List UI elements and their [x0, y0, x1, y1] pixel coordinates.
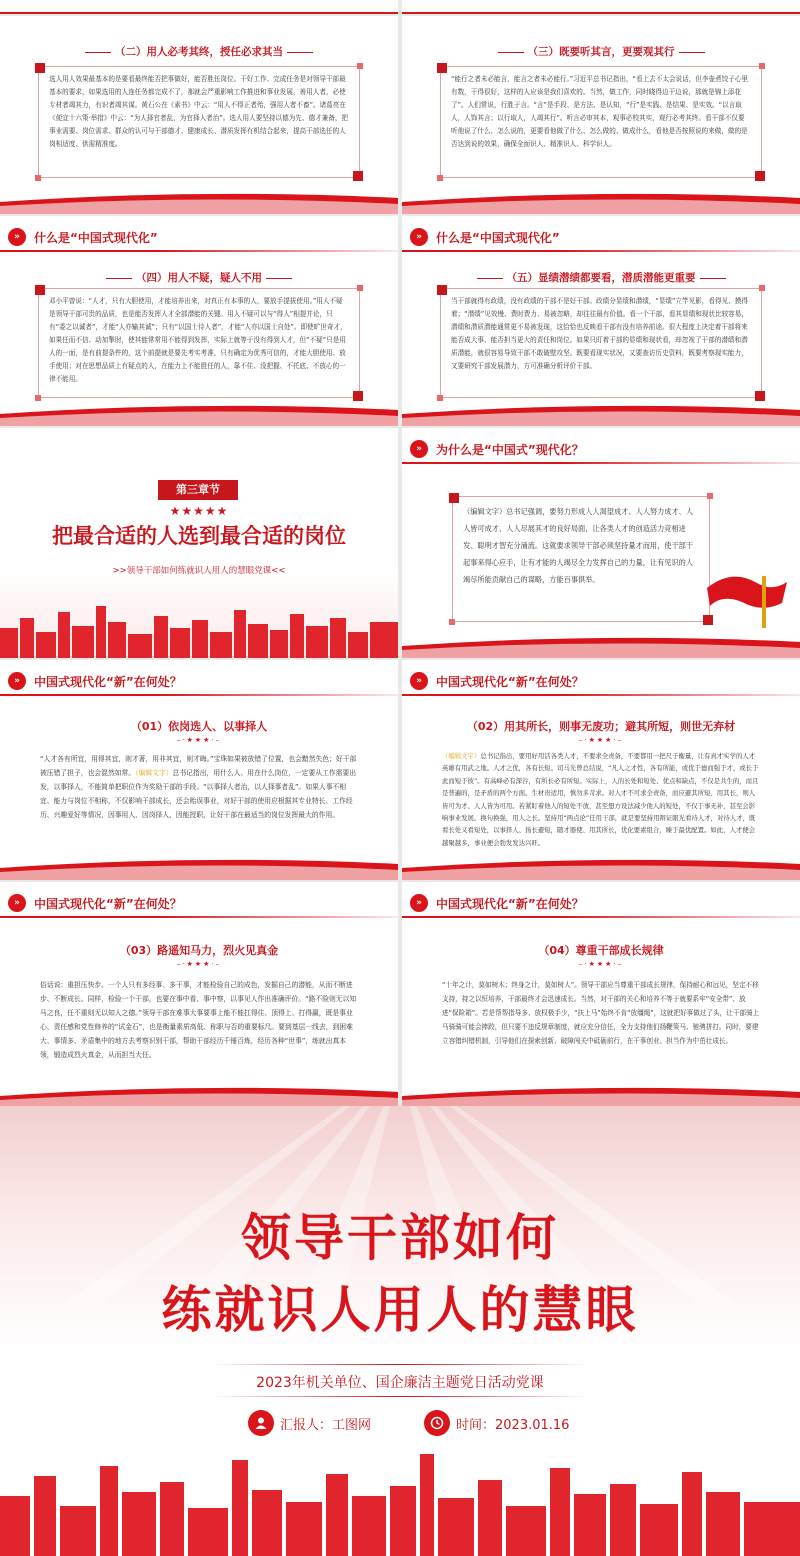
body-text: 俗话说：重担压快步。一个人只有多经事、多干事，才能检验自己的成色，发掘自己的潜能，从而不断进步、不断成长。同样，检验一个干部，也要在事中看、事中察，以事见人作出准确评价。“路不险则无以知马之良，任不重则无以知人之德。”领导干部在难事大事要事上能不能扛得住、顶得上、打得赢，既是事业心、责任感和党性修养的“试金石”，也是衡量素质高低、称职与否的重要标尺。要到基层一线去，到困难大、事情多、矛盾集中的地方去考察识别干部，帮助干部经历千锤百炼，经历各种“世事”，练就出真本领，锻造成烈火真金，从而担当大任。: [40, 978, 358, 1062]
time-info: [424, 1410, 569, 1436]
arrow-icon: »: [8, 894, 26, 912]
wave-decoration: [0, 1078, 398, 1108]
chapter-slide[interactable]: [0, 428, 398, 658]
chapter-title: 把最合适的人选到最合适的岗位: [52, 524, 346, 548]
wave-decoration: [402, 1078, 800, 1108]
cover-title-line2: 练就识人用人的慧眼: [161, 1281, 639, 1339]
chapter-subtitle: >>领导干部如何练就识人用人的慧眼党课<<: [112, 566, 286, 576]
arrow-icon: »: [410, 440, 428, 458]
city-skyline-decoration: [0, 598, 398, 658]
chapter-badge: 第三章节: [158, 480, 238, 500]
content-box: [452, 496, 710, 622]
cover-title-line1: 领导干部如何: [241, 1209, 559, 1267]
slide-title: 为什么是“中国式”现代化？: [436, 442, 584, 457]
reporter-label: 汇报人：工图网: [280, 1417, 372, 1433]
slide-header: [402, 670, 662, 692]
slide-title: 什么是“中国式现代化”: [34, 230, 158, 245]
slide-2[interactable]: [0, 16, 398, 214]
slide-subtitle: （三）既要听其言，更要观其行: [402, 44, 800, 59]
wave-decoration: [0, 850, 398, 880]
slide-header: [0, 226, 260, 248]
slide-subtitle: （二）用人必考其终，授任必求其当: [0, 44, 398, 59]
slide-header: [0, 670, 260, 692]
slide-subtitle: （03）路遥知马力，烈火见真金: [119, 944, 279, 957]
content-box: [440, 66, 762, 178]
slide-6[interactable]: [402, 428, 800, 658]
stars-decoration: ★★★★★: [169, 504, 229, 518]
city-skyline-decoration: [0, 1446, 800, 1556]
wave-decoration: [0, 184, 398, 214]
body-text: （编辑文字）总书记指出，要用好用活各类人才，不要求全责备，不要都用一把尺子衡量，让有真才实学的人才英雄有用武之地。人才之优，各有长短。司马光曾总结说，“凡人之才性，各有所能，或优于德而强于才，或长于此而短于彼”。有高峰必有深谷，有所长必有所短。实际上，人的长处和短处、优点和缺点，不仅是共生的，而且是普遍的，是矛盾的两个方面。生材贵适用，慎勿多苛求。对人才不可求全责备，而应避其所短、用其长，则人皆可为才、人人皆为可用。若紧盯着他人的短处不放，甚至想方设法减少他人的短处，不仅于事无补，甚至会影响事业发展。换句换强，用人之长。坚持用“两点论”任用干部，就是要坚持用辩证眼光看待人才，对待人才，既看长处又看短处，以事择人、扬长避短，随才器使、用其所长，优化要素组合，臻于最优配置。如此，人才便会越聚越多，事业便会勃发发达兴旺。: [442, 750, 760, 849]
slide-9[interactable]: [0, 882, 398, 1108]
body-text: “人才各有所宜，用得其宜，则才著，用非其宜，则才晦。”宝珠如果被放错了位置，也会黯然失色；好干部被压错了担子，也会混然如常。（编辑文字）总书记指出，用什么人、用在什么岗位，一定要从工作需要出发，以事择人，不能简单把职位作为奖励干部的手段。“以事择人者治，以人择事者乱”。如果人事不相宜、能力与岗位不相称，不仅影响干部成长，还会贻误事业，对好干部的使用应根据其专业特长、工作经历、兴趣爱好等情况，因事用人、因岗择人、因能授职，让好干部在最适当的岗位发挥最大的作用。: [40, 752, 358, 822]
slide-subtitle: （01）依岗选人、以事择人: [130, 720, 268, 733]
slide-title: 什么是“中国式现代化”: [436, 230, 560, 245]
slide-title: 中国式现代化“新”在何处？: [34, 674, 182, 689]
wave-decoration: [0, 396, 398, 426]
time-label: 时间：2023.01.16: [456, 1417, 570, 1433]
slide-subtitle: （四）用人不疑，疑人不用: [0, 270, 398, 285]
body-text: “十年之计，莫如树木；终身之计，莫如树人”。领导干部应当尊重干部成长规律，保持耐心和远见，坚定不移支持，持之以恒培养，干部最终才会迅速成长。当然，对干部的关心和培养不等于就要系牢“安全带”、放进“保险箱”。若是帮帮指导多、放权极手少，“扶上马”始终不肯“放缰绳”，这就把好事做过了头，让干部骑上马骑骑可能会捧跤，但只要不违反规章制度，就应充分信任，全力支持他们扬鞭策马、驰骋拼打。同时，要建立容错纠错机制，引导他们在探索创新、破障闯关中砥砺前行，在干事创业、担当作为中茁壮成长。: [442, 978, 760, 1048]
slide-header: [0, 892, 260, 914]
slide-4[interactable]: [0, 216, 398, 426]
slide-subtitle: （04）尊重干部成长规律: [538, 944, 664, 957]
content-box: [38, 66, 360, 178]
stars-decoration: –·★★★·–: [578, 960, 624, 968]
arrow-icon: »: [410, 894, 428, 912]
wave-decoration: [402, 850, 800, 880]
cover-slide[interactable]: [0, 1106, 800, 1556]
slide-subtitle: （五）显绩潜绩都要看，潜质潜能更重要: [402, 270, 800, 285]
arrow-icon: »: [410, 672, 428, 690]
wave-decoration: [402, 184, 800, 214]
slide-7[interactable]: [0, 660, 398, 880]
slide-header: [402, 438, 662, 460]
body-text: （编辑文字）总书记强调，要努力形成人人渴望成才、人人努力成才、人人皆可成才、人人尽展其才的良好局面，让各类人才的创造活力竞相迸发、聪明才智充分涌流。这就要求领导干部必须坚持量才而用，使干部干起事来得心应手，让有才能的人竭尽全力发挥自己的力量，让有见识的人竭尽所能贡献自己的谋略，方能百事俱举。: [463, 507, 694, 584]
slide-header: [402, 892, 662, 914]
stars-decoration: –·★★★·–: [176, 960, 222, 968]
arrow-icon: »: [8, 672, 26, 690]
stars-decoration: –·★★★·–: [578, 736, 624, 744]
content-box: [440, 288, 762, 398]
body-text: 选人用人效果最基本的是要看最终能否把事做好，能否胜任岗位。干好工作、完成任务是对领导干部最基本的要求，如果选用的人连任务都完成不了，那就会严重影响工作推进和事业发展，善用人者，必使专材者竭其力，有识者竭其谋。黄石公在《素书》中云：“用人不得正者殆，强用人者不畜”。诸葛亮在《便宜十六策·举措》中云：“为人择官者乱，为官择人者治”。选人用人要坚持以德为先、德才兼备，把事业需要、岗位需求、群众的认可与干部德才、健康成长、潜质发挥有机结合起来，提高干部选任的人岗相适度、供需精准度。: [49, 75, 349, 148]
slide-8[interactable]: [402, 660, 800, 880]
body-text: 邓小平曾说：“人才，只有大胆使用，才能培养出来，对真正有本事的人，要放手提拔使用。”用人不疑是领导干部可贵的品质，也是能否发挥人才全部潜能的关键。用人不疑可以与“得人”相提并论，只有“委之以诚者”，才能“人亦输其诚”；只有“以国士待人者”，才能“人亦以国士自处”。即使旷世奇才，如果任而不信、动加掣肘，使其能常常用不能得到发挥，实际上就等于没有得到人才，但“不疑”只是用人的一面，是有前提条件的，这个前提就是要先考实考准，只有确定为优秀可信的，才能大胆使用、放手使用；对在思想品质上有疑点的人，在能力上不能胜任的人，靠不住、没把握、不托底、不放心的一律不能用。: [49, 297, 347, 383]
wave-decoration: [402, 396, 800, 426]
slide-3[interactable]: [402, 16, 800, 214]
stars-decoration: –·★★★·–: [176, 736, 222, 744]
red-flag-icon: [702, 558, 792, 628]
arrow-icon: »: [8, 228, 26, 246]
user-icon: [248, 1410, 274, 1436]
wave-decoration: [402, 628, 800, 658]
divider: [210, 1364, 590, 1365]
arrow-icon: »: [410, 228, 428, 246]
slide-title: 中国式现代化“新”在何处？: [436, 896, 584, 911]
slide-title: 中国式现代化“新”在何处？: [436, 674, 584, 689]
slide-header: [402, 226, 662, 248]
slide-5[interactable]: [402, 216, 800, 426]
body-text: “能行之者未必能言，能言之者未必能行。”习近平总书记指出，“看上去不太会说话，但李壶煮饺子心里有数，干得很好，这样的人应该是我们喜欢的。当然，做工作，同时晓得边干边说，那就是锦上添花了”。人们常说，行胜于言。“言”是手段、是方法、是认知，“行”是实践、是结果、是实效。“以言取人，人饰其言；以行取人，人竭其行”。听言必审其本，观事必校其实，观行必考其终。看干部不仅要听他说了什么、怎么说的，更要看他做了什么、怎么做的、做成什么，看他是否按照说的来做，做的是否达到说的效果，确保全面识人、精准识人、科学识人。: [451, 75, 749, 148]
divider: [210, 1396, 590, 1397]
content-box: [38, 288, 360, 398]
cover-subtitle: 2023年机关单位、国企廉洁主题党日活动党课: [256, 1375, 544, 1391]
slide-cropped-top-right: [402, 0, 800, 14]
clock-icon: [424, 1410, 450, 1436]
slide-10[interactable]: [402, 882, 800, 1108]
body-text: 当干部就得有政绩，没有政绩的干部不是好干部。政绩分显绩和潜绩，“显绩”立竿见影，看得见、摸得着；“潜绩”见效慢、费时费力、易被忽略，却往往最有价值。看一个干部，看其显绩和现状比较容易，潜绩和潜质潜能通常更不易被发现，这恰恰也反映看干部有没有培养前途。很大程度上决定着干部将来能否成大事、能否担当更大的责任和岗位。如果只盯着干部的显绩和现状看，却忽视了干部的潜绩和潜质潜能，就很容易导致干部不敢破壁攻坚。既要看现实状况，又要查访历史资料，既要考察现实能力，又要研究干部发展潜力，方可准确分析评价干部。: [451, 297, 748, 370]
slide-subtitle: （02）用其所长，则事无废功；避其所短，则世无弃材: [466, 720, 736, 733]
slide-cropped-top-left: [0, 0, 398, 14]
slide-title: 中国式现代化“新”在何处？: [34, 896, 182, 911]
reporter-info: [248, 1410, 371, 1436]
